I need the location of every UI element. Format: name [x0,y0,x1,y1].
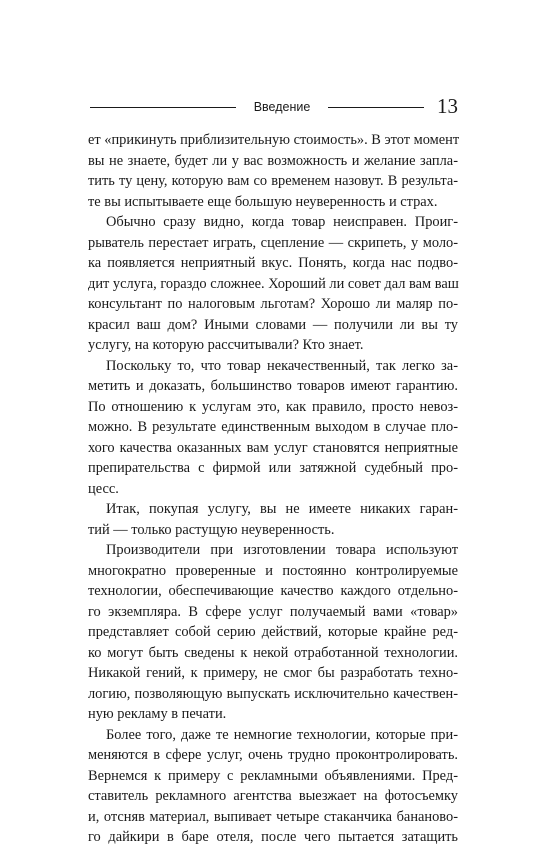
text-line: Обычно сразу видно, когда товар неисправен. Проиг- [106,214,458,230]
text-line: ко могут быть сведены к некой отработанной технологии. [88,644,458,661]
text-line: можно. В результате единственным выходом в случае пло- [88,419,458,435]
text-line: Более того, даже те немногие технологии, которые при- [106,726,458,743]
text-line: го дайкири в баре отеля, после чего пытается затащить [88,829,458,845]
paragraph [88,212,458,356]
text-line: ет «прикинуть приблизительную стоимость». В этот момент [88,132,460,148]
paragraph [88,356,458,500]
text-line: многократно проверенные и постоянно контролируемые [88,562,458,579]
text-line: Вернемся к примеру с рекламными объявлениями. Пред- [88,767,458,784]
text-line: Итак, покупая услугу, вы не имеете никаких гаран- [106,501,458,517]
body-text [88,130,458,848]
text-line: Производители при изготовлении товара используют [106,542,458,558]
text-line: меняются в сфере услуг, очень трудно проконтролировать. [88,747,458,763]
text-line: цесс. [88,480,119,497]
text-line: ка появляется неприятный вкус. Понять, когда нас подво- [88,255,458,271]
text-line: технологии, обеспечивающие качество каждого отдельно- [88,583,458,599]
text-line: ставитель рекламного агентства выезжает на фотосъемку [88,788,458,804]
text-line: красил ваш дом? Иными словами — получили ли вы ту [88,316,458,333]
text-line: хого качества оказанных вам услуг становятся неприятные [88,439,458,456]
text-line: вы не знаете, будет ли у вас возможность и желание запла- [88,152,458,169]
text-line: го экземпляра. В сфере услуг получаемый вами «товар» [88,603,458,620]
paragraph [88,130,458,212]
text-line: препирательства с фирмой или затяжной судебный про- [88,460,458,476]
text-line: Никакой гений, к примеру, не смог бы разработать техно- [88,665,458,681]
text-line: По отношению к услугам это, как правило, просто невоз- [88,398,458,415]
section-title: Введение [253,100,311,114]
paragraph [88,540,458,725]
paragraph [88,499,458,540]
text-line: рыватель перестает играть, сцепление — скрипеть, у моло- [88,234,458,251]
text-line: ную рекламу в печати. [88,706,227,722]
header-rule-left [90,107,236,108]
paragraph [88,725,458,848]
text-line: Поскольку то, что товар некачественный, так легко за- [106,357,458,374]
text-line: дит услуга, гораздо сложнее. Хороший ли совет дал вам ваш [88,275,459,292]
text-line: услугу, на которую рассчитывали? Кто знает. [88,337,364,353]
text-line: тить ту цену, которую вам со временем назовут. В результа- [88,173,458,189]
page-number: 13 [437,94,458,118]
running-head [86,96,458,120]
text-line: представляет собой серию действий, которые крайне ред- [88,624,458,640]
text-line: метить и доказать, большинство товаров имеют гарантию. [88,378,458,394]
text-line: логию, позволяющую выпускать исключительно качествен- [88,685,458,702]
text-line: консультант по налоговым льготам? Хорошо ли маляр по- [88,296,458,312]
text-line: те вы испытываете еще большую неуверенность и страх. [88,193,438,210]
text-line: тий — только растущую неуверенность. [88,521,335,538]
text-line: и, отсняв материал, выпивает четыре стаканчика бананово- [88,808,458,825]
header-rule-right [328,107,424,108]
